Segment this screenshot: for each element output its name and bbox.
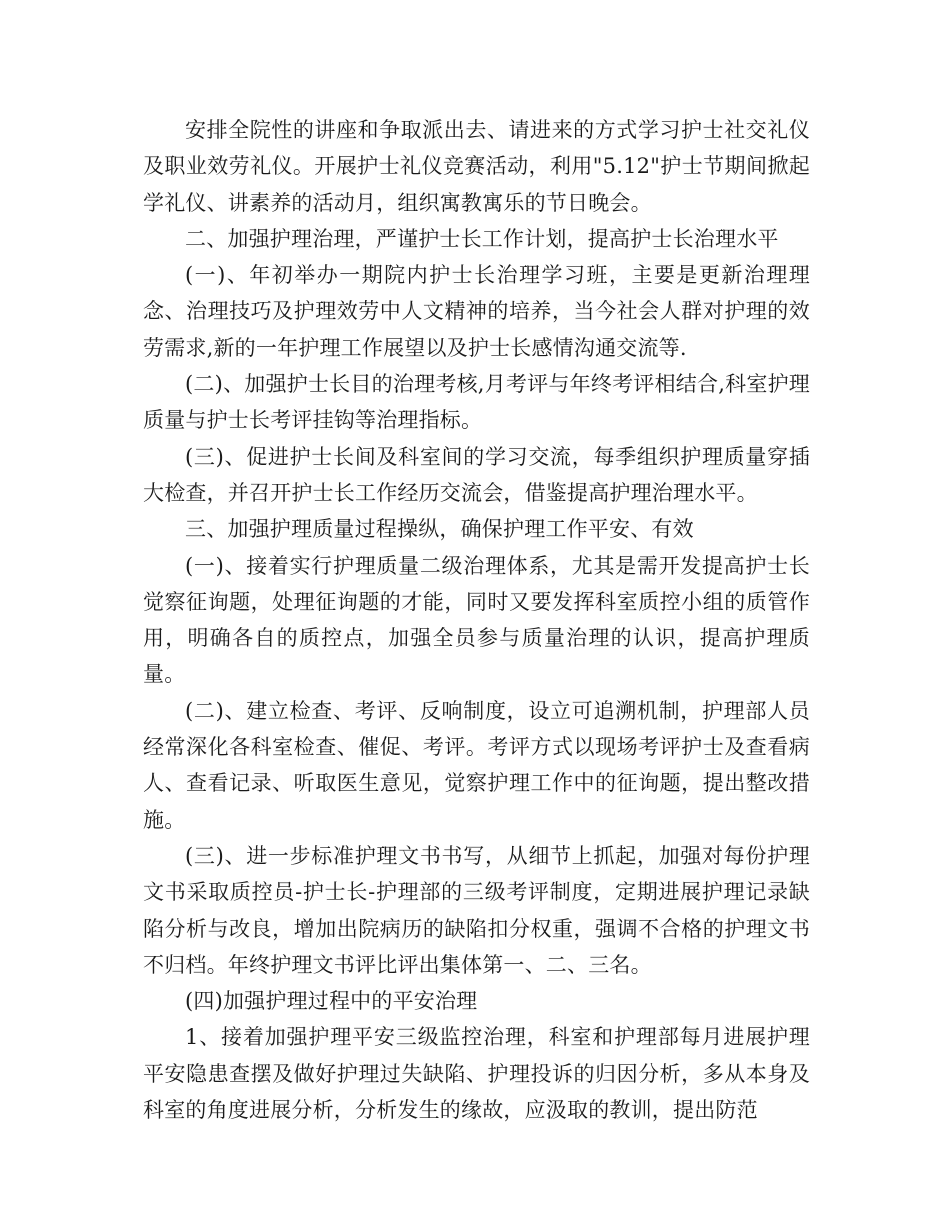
- paragraph-head-nurse-exchange: (三)、促进护士长间及科室间的学习交流，每季组织护理质量穿插大检查，并召开护士长工作经历交流会，借鉴提高护理治理水平。: [143, 444, 810, 505]
- paragraph-nursing-documents: (三)、进一步标准护理文书书写，从细节上抓起，加强对每份护理文书采取质控员-护士长-护理部的三级考评制度，定期进展护理记录缺陷分析与改良，增加出院病历的缺陷扣分权重，强调不合格的护理文书不归档。年终护理文书评比评出集体第一、二、三名。: [143, 843, 810, 977]
- document-body: [143, 112, 810, 1128]
- subsection-heading-safety-management: (四)加强护理过程中的平安治理: [185, 989, 478, 1014]
- paragraph-head-nurse-assessment: (二)、加强护士长目的治理考核,月考评与年终考评相结合,科室护理质量与护士长考评挂钩等治理指标。: [143, 372, 810, 433]
- section-heading-quality-control: 三、加强护理质量过程操纵，确保护理工作平安、有效: [185, 517, 694, 542]
- paragraph-inspection-system: (二)、建立检查、考评、反响制度，设立可追溯机制，护理部人员经常深化各科室检查、催促、考评。考评方式以现场考评护士及查看病人、查看记录、听取医生意见，觉察护理工作中的征询题，提出整改措施。: [143, 698, 810, 832]
- paragraph-etiquette-training: 安排全院性的讲座和争取派出去、请进来的方式学习护士社交礼仪及职业效劳礼仪。开展护士礼仪竞赛活动，利用"5.12"护士节期间掀起学礼仪、讲素养的活动月，组织寓教寓乐的节日晚会。: [143, 118, 810, 215]
- section-heading-head-nurse-management: 二、加强护理治理，严谨护士长工作计划，提高护士长治理水平: [185, 226, 779, 251]
- paragraph-quality-system: (一)、接着实行护理质量二级治理体系，尤其是需开发提高护士长觉察征询题，处理征询题的才能，同时又要发挥科室质控小组的质管作用，明确各自的质控点，加强全员参与质量治理的认识，提高护理质量。: [143, 553, 810, 687]
- paragraph-head-nurse-training: (一)、年初举办一期院内护士长治理学习班，主要是更新治理理念、治理技巧及护理效劳中人文精神的培养，当今社会人群对护理的效劳需求,新的一年护理工作展望以及护士长感情沟通交流等.: [143, 263, 810, 360]
- paragraph-safety-monitoring: 1、接着加强护理平安三级监控治理，科室和护理部每月进展护理平安隐患查摆及做好护理过失缺陷、护理投诉的归因分析，多从本身及科室的角度进展分析，分析发生的缘故，应汲取的教训，提出防范: [143, 1025, 810, 1123]
